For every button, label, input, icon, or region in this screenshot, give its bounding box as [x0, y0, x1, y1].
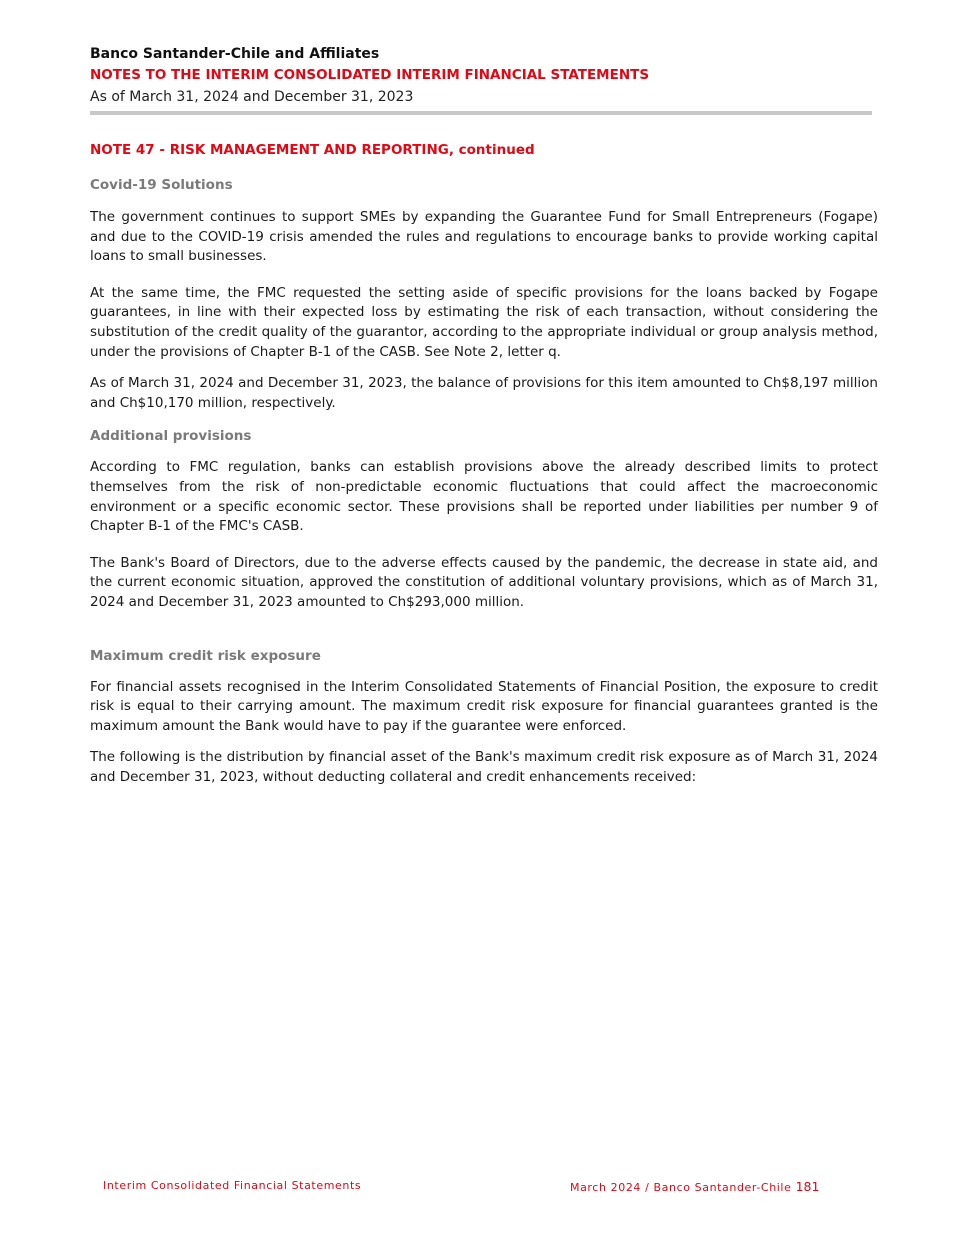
document-title: NOTES TO THE INTERIM CONSOLIDATED INTERIM FINANCIAL STATEMENTS: [90, 67, 650, 83]
footer-left: Interim Consolidated Financial Statements: [103, 1179, 362, 1192]
additional-paragraph-1: According to FMC regulation, banks can establish provisions above the already described limits to protect themselves from the risk of non-predictable economic fluctuations that could affect the macroeconomic environment or a specific economic sector. These provisions shall be reported under liabilities per number 9 of Chapter B-1 of the FMC's CASB.: [90, 459, 878, 535]
max-credit-paragraph-1: For financial assets recognised in the Interim Consolidated Statements of Financial Position, the exposure to credit risk is equal to their carrying amount. The maximum credit risk exposure for financial guarantees granted is the maximum amount the Bank would have to pay if the guarantee were enforced.: [90, 678, 878, 734]
footer-publication: March 2024 / Banco Santander-Chile: [570, 1181, 792, 1194]
note-title: NOTE 47 - RISK MANAGEMENT AND REPORTING, continued: [90, 142, 535, 158]
header-divider: [90, 111, 872, 115]
company-name: Banco Santander-Chile and Affiliates: [90, 46, 380, 62]
page-content: [90, 44, 878, 787]
section-title-covid: Covid-19 Solutions: [90, 177, 233, 193]
page-number: 181: [795, 1179, 820, 1194]
footer-right: [570, 1179, 819, 1194]
reporting-period: As of March 31, 2024 and December 31, 2023: [90, 89, 414, 105]
covid-paragraph-2: At the same time, the FMC requested the setting aside of specific provisions for the loans backed by Fogape guarantees, in line with their expected loss by estimating the risk of each transaction, without considering the substitution of the credit quality of the guarantor, according to the appropriate individual or group analysis method, under the provisions of Chapter B-1 of the CASB. See Note 2, letter q.: [90, 284, 878, 360]
section-title-additional: Additional provisions: [90, 428, 252, 445]
additional-paragraph-2: The Bank's Board of Directors, due to the adverse effects caused by the pandemic, the decrease in state aid, and the current economic situation, approved the constitution of additional voluntary provisions, which as of March 31, 2024 and December 31, 2023 amounted to Ch$293,000 million.: [90, 554, 878, 610]
covid-paragraph-3: As of March 31, 2024 and December 31, 2023, the balance of provisions for this item amounted to Ch$8,197 million and Ch$10,170 million, respectively.: [90, 375, 878, 411]
covid-paragraph-1: The government continues to support SMEs by expanding the Guarantee Fund for Small Entrepreneurs (Fogape) and due to the COVID-19 crisis amended the rules and regulations to encourage banks to provide working capital loans to small businesses.: [90, 209, 878, 265]
max-credit-paragraph-2: The following is the distribution by financial asset of the Bank's maximum credit risk exposure as of March 31, 2024 and December 31, 2023, without deducting collateral and credit enhancements received:: [90, 749, 878, 785]
section-title-max-credit: Maximum credit risk exposure: [90, 647, 321, 664]
